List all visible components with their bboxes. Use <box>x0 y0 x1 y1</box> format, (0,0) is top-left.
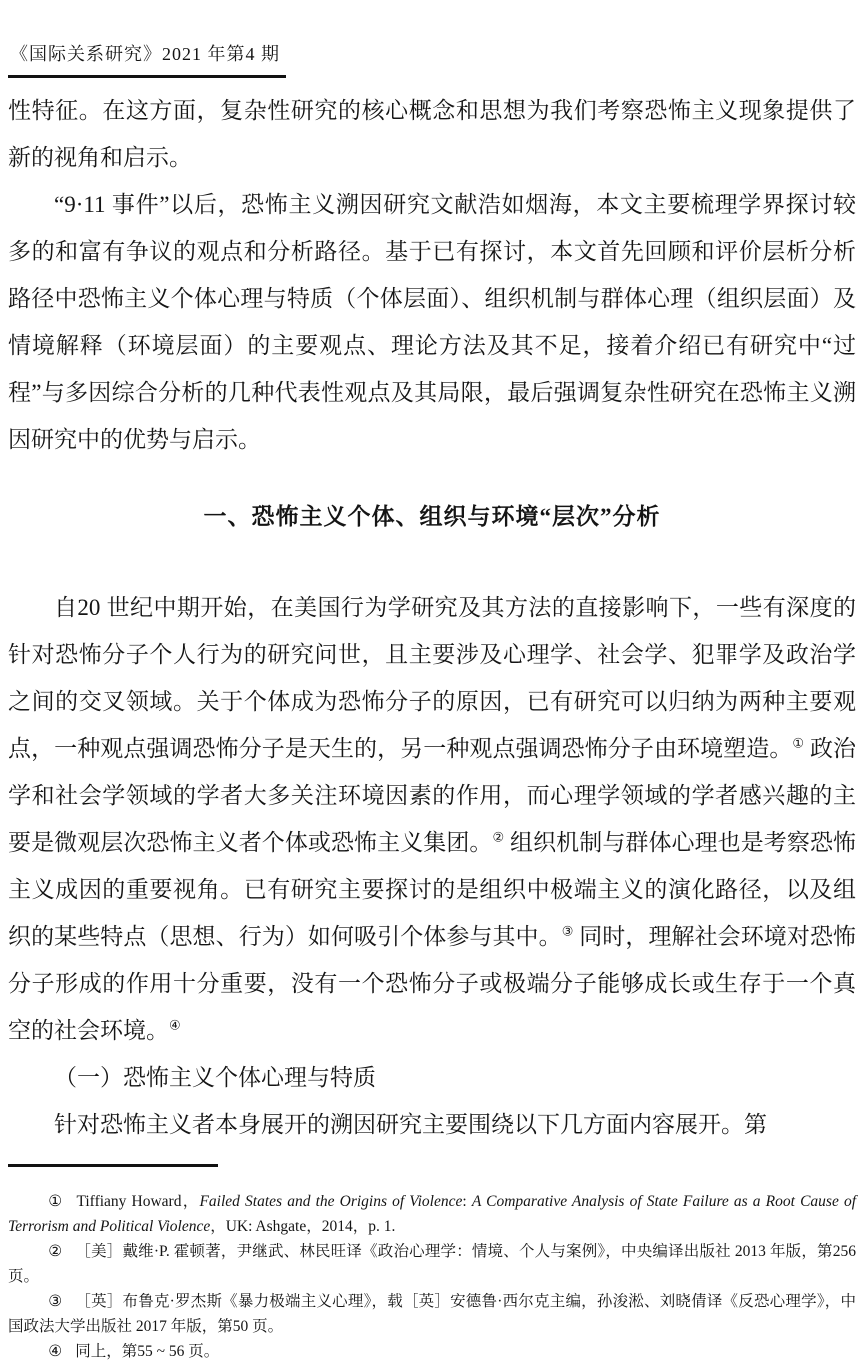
text-run: ［英］布鲁克·罗杰斯《暴力极端主义心理》，载［英］安德鲁·西尔克主编，孙浚淞、刘晓倩译《反恐心理学》，中国政法大学出版社 2017 年版，第50 页。 <box>8 1293 856 1335</box>
text-run: 同上，第55 ~ 56 页。 <box>75 1343 220 1360</box>
footnote-reference: ① <box>792 735 805 751</box>
footnote-marker: ② <box>48 1243 63 1260</box>
footnote-reference: ③ <box>561 923 574 939</box>
footnote-item <box>8 1339 856 1363</box>
text-run: “9·11 事件”以后，恐怖主义溯因研究文献浩如烟海，本文主要梳理学界探讨较多的和富有争议的观点和分析路径。基于已有探讨，本文首先回顾和评价层析分析路径中恐怖主义个体心理与特质（个体层面）、组织机制与群体心理（组织层面）及情境解释（环境层面）的主要观点、理论方法及其不足，接着介绍已有研究中“过程”与多因综合分析的几种代表性观点及其局限，最后强调复杂性研究在恐怖主义溯因研究中的优势与启示。 <box>8 192 856 452</box>
journal-header <box>8 40 286 78</box>
italic-text: Failed States and the Origins of Violence <box>199 1193 463 1210</box>
body-paragraph <box>8 87 856 181</box>
footnote-marker: ① <box>48 1193 64 1210</box>
text-run: 性特征。在这方面，复杂性研究的核心概念和思想为我们考察恐怖主义现象提供了新的视角和启示。 <box>8 98 856 170</box>
body-paragraph <box>8 181 856 463</box>
footnote-marker: ③ <box>48 1293 63 1310</box>
footnote-divider <box>8 1164 218 1167</box>
body-paragraph <box>8 1101 856 1148</box>
text-run: ［美］戴维·P. 霍顿著，尹继武、林民旺译《政治心理学：情境、个人与案例》，中央编译出版社 2013 年版，第256 页。 <box>8 1243 856 1285</box>
text-run: 同时，理解社会环境对恐怖分子形成的作用十分重要，没有一个恐怖分子或极端分子能够成长或生存于一个真空的社会环境。 <box>8 924 857 1043</box>
subsection-heading: （一）恐怖主义个体心理与特质 <box>54 1065 376 1090</box>
footnote-list <box>8 1189 856 1363</box>
footnote-item <box>8 1289 856 1339</box>
text-run: 自20 世纪中期开始，在美国行为学研究及其方法的直接影响下，一些有深度的针对恐怖分子个人行为的研究问世，且主要涉及心理学、社会学、犯罪学及政治学之间的交叉领域。关于个体成为恐怖分子的原因，已有研究可以归纳为两种主要观点，一种观点强调恐怖分子是天生的，另一种观点强调恐怖分子由环境塑造。 <box>8 595 856 761</box>
text-run: Tiffiany Howard， <box>76 1193 200 1210</box>
article-body <box>8 87 856 1148</box>
journal-title-line: 《国际关系研究》2021 年第4 期 <box>10 44 280 64</box>
footnote-item <box>8 1239 856 1289</box>
body-paragraph <box>8 584 856 1054</box>
text-run: : <box>462 1193 472 1210</box>
italic-text: A Comparative Analysis of State Failure as a Root Cause of Terrorism and Political Violence <box>8 1193 857 1235</box>
text-run: 政治学和社会学领域的学者大多关注环境因素的作用，而心理学领域的学者感兴趣的主要是微观层次恐怖主义者个体或恐怖主义集团。 <box>8 736 857 855</box>
text-run: 组织机制与群体心理也是考察恐怖主义成因的重要视角。已有研究主要探讨的是组织中极端主义的演化路径，以及组织的某些特点（思想、行为）如何吸引个体参与其中。 <box>8 830 857 949</box>
footnote-reference: ④ <box>169 1017 181 1033</box>
footnote-reference: ② <box>492 829 505 845</box>
section-heading: 一、恐怖主义个体、组织与环境“层次”分析 <box>203 504 661 529</box>
footnote-item <box>8 1189 856 1239</box>
text-run: ，UK: Ashgate，2014，p. 1. <box>210 1218 396 1235</box>
footnote-marker: ④ <box>48 1343 63 1360</box>
text-run: 针对恐怖主义者本身展开的溯因研究主要围绕以下几方面内容展开。第 <box>54 1112 767 1137</box>
